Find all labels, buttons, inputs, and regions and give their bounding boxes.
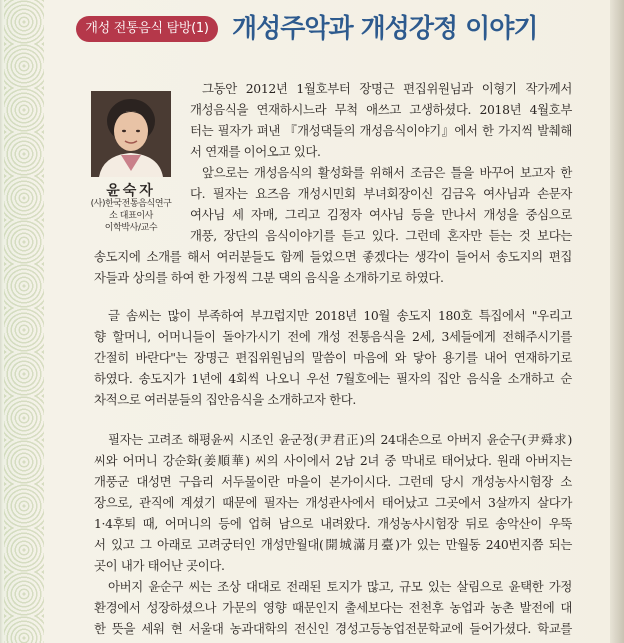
text-line: 장으로, 관직에 계셨기 때문에 필자는 개성관사에서 태어났고 그곳에서 3살까지 살다가 [94, 495, 572, 510]
text-line: 글 솜씨는 많이 부족하여 부끄럽지만 2018년 10월 송도지 180호 특집에서 "우리고 [108, 308, 572, 323]
author-photo [91, 91, 171, 177]
affiliation-line: (사)한국전통음식연구 [90, 199, 172, 209]
decorative-border-pattern [4, 0, 44, 643]
text-line: 자들과 상의를 하여 한 가정씩 그분 댁의 음식을 소개하기로 하였다. [94, 270, 444, 285]
paragraph-1 [190, 78, 572, 162]
text-line: 서 있고 그 아래로 고려궁터인 개성만월대(開城滿月臺)가 있는 만월동 240번지쯤 되는 [94, 537, 572, 552]
affiliation-line: 이학박사/교수 [104, 223, 158, 233]
text-line: 환경에서 성장하셨으나 가문의 영향 때문인지 출세보다는 전천후 농업과 농촌 발전에 대 [94, 600, 572, 615]
page-edge [610, 0, 624, 643]
text-line: 터는 필자가 펴낸 『개성댁들의 개성음식이야기』에서 한 가지씩 발췌해 [190, 123, 572, 138]
paragraph-5 [94, 576, 572, 639]
text-line: 개성음식을 연재하시느라 무척 애쓰고 고생하셨다. 2018년 4월호부 [190, 102, 572, 117]
text-line: 다. 필자는 요즈음 개성시민회 부녀회장이신 김금옥 여사님과 손문자 [190, 186, 572, 201]
paragraph-2-continued [94, 246, 572, 288]
text-line: 서 연재를 이어오고 있다. [190, 144, 321, 159]
paragraph-3 [94, 305, 572, 410]
series-badge: 개성 전통음식 탐방(1) [76, 16, 218, 42]
text-line: 앞으로는 개성음식의 활성화를 위해서 조금은 틀을 바꾸어 보고자 한 [202, 165, 572, 180]
text-line: 개풍, 장단의 음식이야기를 듣고 있다. 그런데 혼자만 듣는 것 보다는 [190, 228, 572, 243]
text-line: 아버지 윤순구 씨는 조상 대대로 전래된 토지가 많고, 규모 있는 살림으로 윤택한 가정 [108, 579, 572, 594]
text-line: 필자는 고려조 해평윤씨 시조인 윤군정(尹君正)의 24대손으로 아버지 윤순구(尹舜求) [108, 432, 572, 447]
author-affiliation [84, 198, 178, 234]
text-line: 하였다. 송도지가 1년에 4회씩 나오니 우선 7월호에는 필자의 집안 음식을 소개하고 순 [94, 371, 572, 386]
text-line: 그동안 2012년 1월호부터 장명근 편집위원님과 이형기 작가께서 [202, 81, 573, 96]
text-line: 향 할머니, 어머니들이 돌아가시기 전에 개성 전통음식을 2세, 3세들에게 전해주시기를 [94, 329, 572, 344]
text-line: 곳이 내가 태어난 곳이다. [94, 558, 225, 573]
text-line: 여사님 세 자매, 그리고 김정자 여사님 등을 만나서 개성을 중심으로 [190, 207, 572, 222]
text-line: 간절히 바란다"는 장명근 편집위원님의 말씀이 마음에 와 닿아 용기를 내어 연재하기로 [94, 350, 572, 365]
text-line: 씨와 어머니 강순화(姜順華) 씨의 사이에서 2남 2녀 중 막내로 태어났다. 원래 아버지는 [94, 453, 572, 468]
text-line: 송도지에 소개를 해서 여러분들도 함께 들었으면 좋겠다는 생각이 들어서 송도지의 편집 [94, 249, 572, 264]
author-name: 윤숙자 [106, 183, 156, 199]
text-line: 1·4후퇴 때, 어머니의 등에 업혀 남으로 내려왔다. 개성농사시험장 뒤로 송악산이 우뚝 [94, 516, 572, 531]
article-title: 개성주악과 개성강정 이야기 [232, 14, 538, 44]
affiliation-line: 소 대표이사 [109, 211, 153, 221]
paragraph-4 [94, 429, 572, 576]
text-line: 차적으로 여러분들의 집안음식을 소개하고자 한다. [94, 392, 356, 407]
text-line: 개풍군 대성면 구읍리 서두물이란 마을이 본가이시다. 그런데 당시 개성농사시험장 소 [94, 474, 572, 489]
paragraph-2 [190, 162, 572, 246]
text-line: 한 뜻을 세워 현 서울대 농과대학의 전신인 경성고등농업전문학교에 들어가셨다. 학교를 [94, 621, 572, 636]
